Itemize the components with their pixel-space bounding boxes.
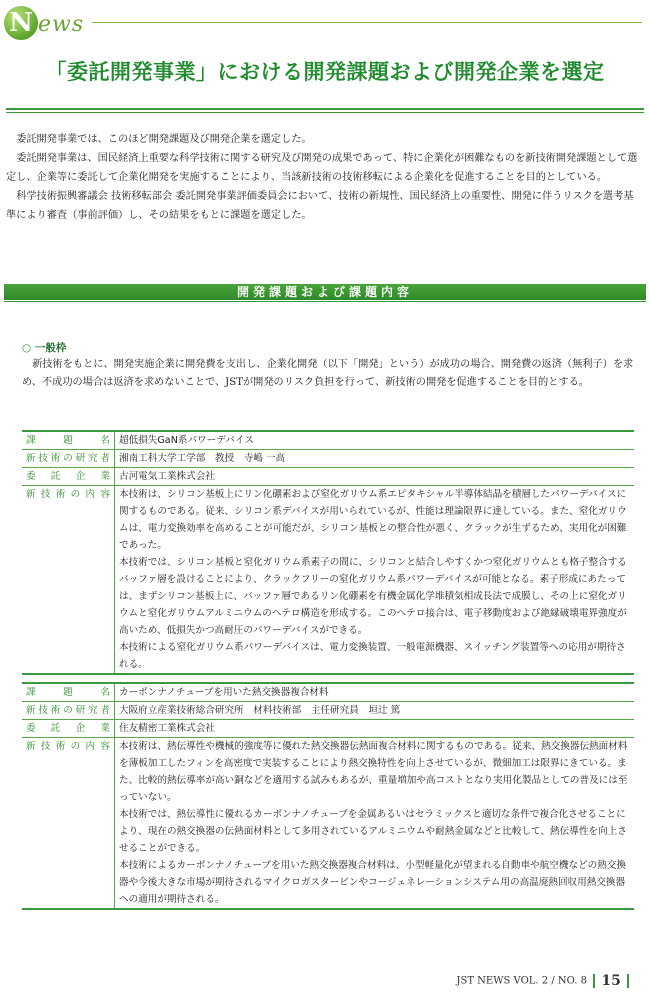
label-researcher: 新技術の研究者 — [22, 450, 115, 468]
footer-volume: VOL. 2 / NO. 8 — [513, 975, 587, 987]
project-company: 古河電気工業株式会社 — [115, 468, 635, 486]
footer-divider — [593, 974, 595, 988]
category-description: 新技術をもとに、開発実施企業に開発費を支出し、企業化開発（以下「開発」という）が成功の場合、開発費の返済（無利子）を求め、不成功の場合は返済を求めないことで、JSTが開発のリスク負担を行って、新技術の開発を促進することを目的とする。 — [22, 359, 634, 388]
table-row — [22, 720, 634, 738]
category-label: 一般枠 — [34, 342, 67, 354]
content-paragraph: 本技術では、熱伝導性に優れるカーボンナノチューブを金属あるいはセラミックスと適切な条件で複合化させることにより、現在の熱交換器の伝熱面材料として多用されているアルミニウムや耐熱金属などと比較して、熱伝導性を向上させることができる。 — [119, 809, 627, 854]
page-number: 15 — [601, 973, 621, 989]
title-rule-thin — [6, 112, 644, 113]
project-content — [115, 738, 635, 910]
content-paragraph: 本技術は、シリコン基板上にリン化硼素および窒化ガリウム系エピタキシャル半導体結晶を積層したパワーデバイスに関するものである。従来、シリコン系デバイスが用いられているが、性能は理論限界に達している。また、窒化ガリウムは、電力変換効率を高めることが可能だが、シリコン基板との整合性が悪く、クラックが生ずるため、実用化が困難であった。 — [119, 489, 627, 551]
content-paragraph: 本技術によるカーボンナノチューブを用いた熱交換器複合材料は、小型軽量化が望まれる自動車や航空機などの熱交換器や今後大きな市場が期待されるマイクロガスタービンやコージェネレーションシステム用の高温廃熱回収用熱交換器への適用が期待される。 — [119, 860, 627, 905]
page-title: 「委託開発事業」における開発課題および開発企業を選定 — [45, 60, 605, 84]
table-row — [22, 450, 634, 468]
page-footer — [456, 973, 632, 989]
intro-paragraph: 科学技術振興審議会 技術移転部会 委託開発事業評価委員会において、技術の新規性、国民経済上の重要性、開発に伴うリスクを選考基準により審査（事前評価）し、その結果をもとに課題を選定した。 — [6, 191, 634, 221]
label-content: 新技術の内容 — [22, 738, 115, 910]
project-researcher: 大阪府立産業技術総合研究所 材料技術部 主任研究員 垣辻 篤 — [115, 702, 635, 720]
project-table-2 — [22, 682, 634, 910]
category-heading — [22, 340, 66, 355]
footer-divider — [627, 974, 629, 988]
table-row — [22, 738, 634, 910]
content-paragraph: 本技術による窒化ガリウム系パワーデバイスは、電力変換装置、一般電源機器、スイッチング装置等への応用が期待される。 — [119, 642, 626, 670]
table-row — [22, 431, 634, 450]
title-rule — [6, 108, 644, 110]
label-researcher: 新技術の研究者 — [22, 702, 115, 720]
intro-text — [6, 130, 642, 225]
table-row — [22, 702, 634, 720]
table-row — [22, 486, 634, 675]
label-company: 委託企業 — [22, 468, 115, 486]
news-logo-initial: N — [4, 6, 38, 40]
table-row — [22, 683, 634, 702]
project-researcher: 湘南工科大学工学部 教授 寺嶋 一高 — [115, 450, 635, 468]
header-rule — [92, 22, 642, 23]
intro-paragraph: 委託開発事業は、国民経済上重要な科学技術に関する研究及び開発の成果であって、特に企業化が困難なものを新技術開発課題として選定し、企業等に委託して企業化開発を実施することにより、当該新技術の技術移転による企業化を促進することを目的としている。 — [6, 153, 638, 183]
label-subject: 課題名 — [22, 683, 115, 702]
content-paragraph: 本技術は、熱伝導性や機械的強度等に優れた熱交換器伝熱面複合材料に関するものである。従来、熱交換器伝熱面材料を薄板加工したフィンを高密度で実装することにより熱交換特性を向上させているが、微細加工は限界にきている。また、比較的熱伝導率が高い銅などを適用する試みもあるが、重量増加や高コストとなり実用化製品としての普及には至っていない。 — [119, 741, 628, 803]
table-row — [22, 468, 634, 486]
label-subject: 課題名 — [22, 431, 115, 450]
label-content: 新技術の内容 — [22, 486, 115, 675]
footer-journal: JST NEWS — [456, 975, 511, 987]
project-content — [115, 486, 635, 675]
section-heading-rule — [4, 301, 646, 302]
project-subject: カーボンナノチューブを用いた熱交換器複合材料 — [115, 683, 635, 702]
project-table-1 — [22, 430, 634, 675]
content-paragraph: 本技術では、シリコン基板と窒化ガリウム系素子の間に、シリコンと結合しやすくかつ窒化ガリウムとも格子整合するバッファ層を設けることにより、クラックフリーの窒化ガリウム系パワーデバイスが可能となる。素子形成にあたっては、まずシリコン基板上に、バッファ層であるリン化硼素を有機金属化学堆積気相成長法で成膜し、その上に窒化ガリウムと窒化ガリウムアルミニウムのヘテロ構造を形成する。このヘテロ接合は、電子移動度および絶縁破壊電界強度が高いため、低損失かつ高耐圧のパワーデバイスができる。 — [119, 557, 627, 636]
project-company: 住友精密工業株式会社 — [115, 720, 635, 738]
project-subject: 超低損失GaN系パワーデバイス — [115, 431, 635, 450]
label-company: 委託企業 — [22, 720, 115, 738]
intro-paragraph: 委託開発事業では、このほど開発課題及び開発企業を選定した。 — [16, 134, 312, 145]
news-logo-word: ews — [38, 12, 85, 37]
section-heading-band: 開発課題および課題内容 — [4, 284, 646, 300]
circle-bullet-icon: ○ — [22, 342, 32, 354]
